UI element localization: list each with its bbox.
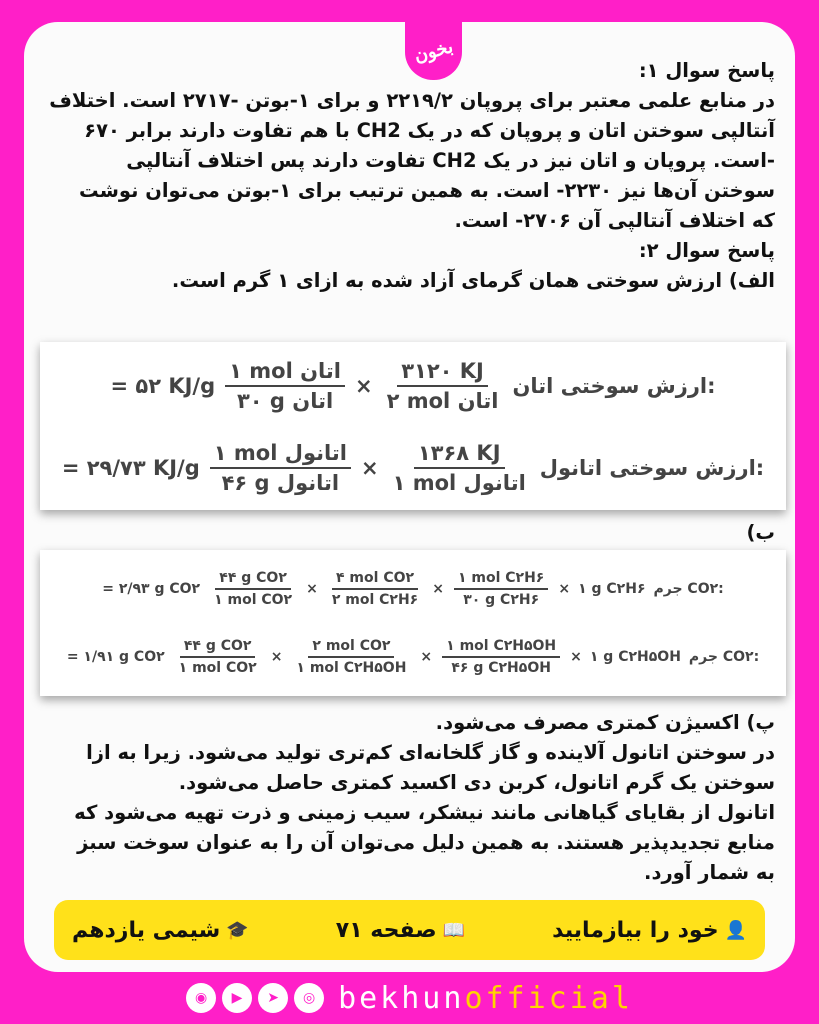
row-label: ارزش سوختی اتانول: — [539, 456, 765, 480]
text-line: سوختن یک گرم اتانول، کربن دی اکسید کمتری حاصل می‌شود. — [178, 771, 775, 794]
instagram-icon[interactable]: ◎ — [294, 983, 324, 1013]
ethanol-co2-row — [40, 628, 786, 686]
brand-logo: بخون — [405, 22, 462, 80]
co2-mass-calculations — [40, 550, 786, 696]
conversion-factor: $\frac{\text{۱ mol C۲H۵OH}}{\text{۴۶ g C۲H۵OH}}$ — [442, 638, 560, 676]
text-line: در منابع علمی معتبر برای پروپان ۲۲۱۹/۲ و برای ۱-بوتن -۲۷۱۷ است. اختلاف — [49, 89, 775, 112]
text-line: در سوختن اتانول آلاینده و گاز گلخانه‌ای کم‌تری تولید می‌شود. زیرا به ازا — [86, 741, 775, 764]
ethane-co2-row — [40, 560, 786, 618]
start-quantity: ۱ g C۲H۶ — [578, 581, 646, 597]
text-line: که اختلاف آنتالپی آن ۲۷۰۶- است. — [454, 209, 775, 232]
row-label: ارزش سوختی اتان: — [512, 374, 716, 398]
conversion-factor: $\frac{\text{۱ mol اتان}}{\text{۳۰ g اتان}}$ — [225, 359, 345, 413]
content-card — [24, 22, 795, 972]
ethanol-fuel-value-row — [40, 436, 786, 500]
text-line: منابع تجدیدپذیر هستند. به همین دلیل می‌توان آن را به عنوان سوخت سبز — [77, 831, 775, 854]
conversion-factor: $\frac{۱۳۶۸ KJ}{\text{۱ mol اتانول}}$ — [392, 441, 526, 495]
graduation-icon: 🎓 — [226, 919, 249, 941]
banner-item-page: 📖 صفحه ۷۱ — [335, 917, 466, 943]
footer — [0, 972, 819, 1024]
conversion-factor: $\frac{\text{۲ mol CO۲}}{\text{۱ mol C۲H۵OH}}$ — [296, 638, 407, 676]
user-icon: 👤 — [724, 919, 747, 941]
banner-item-course: 🎓 شیمی یازدهم — [72, 917, 249, 943]
text-line: -است. پروپان و اتان نیز در یک CH2 تفاوت دارند پس اختلاف آنتالپی — [126, 149, 775, 172]
fuel-value-calculations — [40, 342, 786, 510]
youtube-icon[interactable]: ▶ — [222, 983, 252, 1013]
conversion-factor: $\frac{\text{۴ mol CO۲}}{\text{۲ mol C۲H۶}}$ — [331, 570, 419, 608]
conversion-factor: $\frac{\text{۱ mol اتانول}}{\text{۴۶ g اتانول}}$ — [210, 441, 351, 495]
result: = ۵۲ KJ/g — [110, 374, 216, 398]
text-line: آنتالپی سوختن اتان و پروپان که در یک CH2 با هم تفاوت دارند برابر ۶۷۰ — [84, 119, 775, 142]
aparat-icon[interactable]: ◉ — [186, 983, 216, 1013]
telegram-icon[interactable]: ➤ — [258, 983, 288, 1013]
times-sign: × — [558, 581, 571, 597]
text-line: الف) ارزش سوختی همان گرمای آزاد شده به ازای ۱ گرم است. — [171, 269, 775, 292]
row-label: جرم CO۲: — [653, 581, 724, 597]
result: = ۲/۹۳ g CO۲ — [102, 581, 201, 597]
conversion-factor: $\frac{\text{۱ mol C۲H۶}}{\text{۳۰ g C۲H۶}}$ — [454, 570, 548, 608]
result: = ۱/۹۱ g CO۲ — [66, 649, 165, 665]
answer-2-title: پاسخ سوال ۲: — [638, 239, 775, 262]
conversion-factor: $\frac{\text{۴۴ g CO۲}}{\text{۱ mol CO۲}}$ — [178, 638, 257, 676]
times-sign: × — [432, 581, 444, 597]
conversion-factor: $\frac{\text{۴۴ g CO۲}}{\text{۱ mol CO۲}}$ — [214, 570, 293, 608]
ethane-fuel-value-row — [40, 354, 786, 418]
answer-1-title: پاسخ سوال ۱: — [638, 59, 775, 82]
times-sign: × — [306, 581, 318, 597]
times-sign: × — [420, 649, 433, 665]
banner-item-self-test: 👤 خود را بیازمایید — [552, 917, 747, 943]
times-sign: × — [270, 649, 283, 665]
answer-3 — [44, 708, 775, 888]
part-b-label: ب) — [746, 521, 775, 544]
result: = ۲۹/۷۳ KJ/g — [61, 456, 200, 480]
answer-1 — [44, 56, 775, 296]
text-line: پ) اکسیژن کمتری مصرف می‌شود. — [435, 711, 775, 734]
times-sign: × — [360, 456, 379, 480]
text-line: اتانول از بقایای گیاهانی مانند نیشکر، سیب زمینی و ذرت تهیه می‌شود که — [74, 801, 775, 824]
row-label: جرم CO۲: — [688, 649, 760, 665]
text-line: سوختن آن‌ها نیز ۲۲۳۰- است. به همین ترتیب برای ۱-بوتن می‌توان نوشت — [79, 179, 775, 202]
brand-handle[interactable]: bekhunofficial — [338, 980, 633, 1016]
conversion-factor: $\frac{۳۱۲۰ KJ}{\text{۲ mol اتان}}$ — [386, 359, 499, 413]
times-sign: × — [570, 649, 582, 665]
book-icon: 📖 — [442, 919, 466, 941]
start-quantity: ۱ g C۲H۵OH — [589, 649, 681, 665]
times-sign: × — [355, 374, 373, 398]
text-line: به شمار آورد. — [644, 861, 775, 884]
social-links — [186, 983, 324, 1013]
source-banner — [54, 900, 765, 960]
